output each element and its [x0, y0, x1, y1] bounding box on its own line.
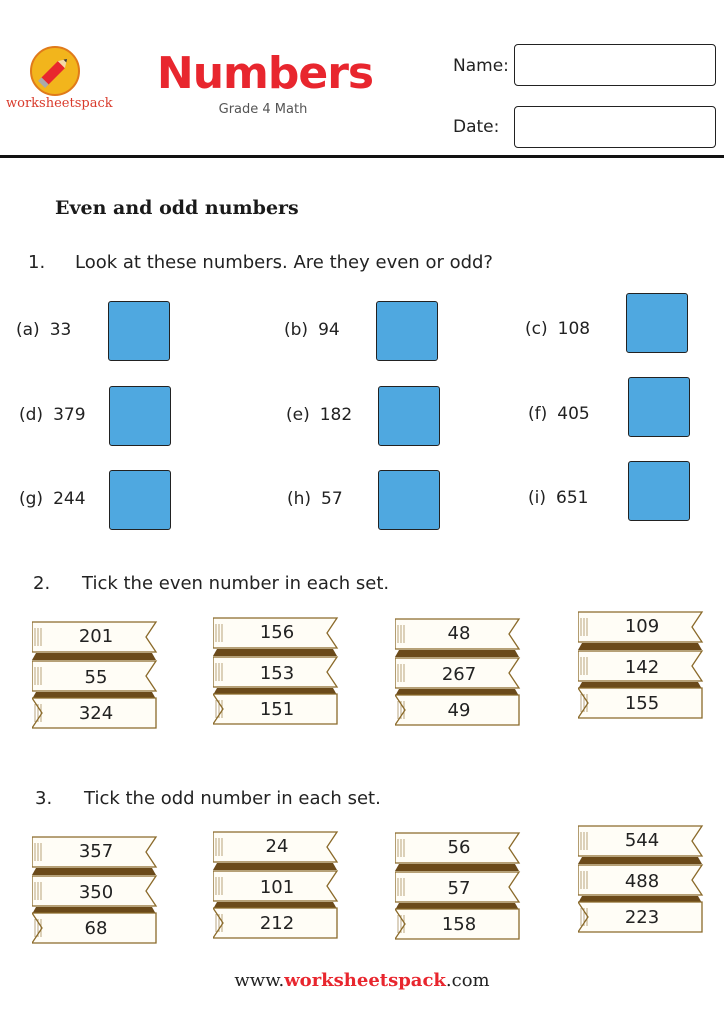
- answer-box-g[interactable]: [109, 470, 171, 530]
- q1-item-a: [16, 320, 71, 340]
- question-3-text: Tick the odd number in each set.: [84, 788, 381, 809]
- q1-item-h: [287, 489, 343, 509]
- answer-box-b[interactable]: [376, 301, 438, 361]
- ribbon-option[interactable]: 57: [447, 878, 471, 899]
- answer-box-d[interactable]: [109, 386, 171, 446]
- ribbon-set: [578, 822, 708, 942]
- q1-item-label: (d): [19, 405, 44, 425]
- ribbon-option[interactable]: 109: [624, 616, 660, 637]
- footer-url[interactable]: [0, 970, 724, 991]
- q1-item-f: [528, 404, 590, 424]
- ribbon-option[interactable]: 324: [78, 703, 114, 724]
- q1-item-label: (a): [16, 320, 40, 340]
- q1-item-c: [525, 319, 590, 339]
- q1-item-label: (b): [284, 320, 309, 340]
- question-3-number: 3.: [35, 788, 53, 809]
- q1-item-d: [19, 405, 86, 425]
- page-title: Numbers: [156, 48, 374, 99]
- q1-item-label: (e): [286, 405, 310, 425]
- answer-box-i[interactable]: [628, 461, 690, 521]
- ribbon-option[interactable]: 156: [259, 622, 295, 643]
- ribbon-option[interactable]: 201: [78, 626, 114, 647]
- q1-item-value: 379: [53, 405, 86, 425]
- q1-item-value: 94: [318, 320, 340, 340]
- answer-box-f[interactable]: [628, 377, 690, 437]
- ribbon-set: [213, 828, 343, 948]
- page-subtitle: Grade 4 Math: [218, 102, 308, 117]
- section-heading: Even and odd numbers: [55, 197, 299, 219]
- name-field[interactable]: [514, 44, 716, 86]
- ribbon-option[interactable]: 55: [84, 667, 108, 688]
- q1-item-value: 651: [556, 488, 589, 508]
- q1-item-label: (h): [287, 489, 312, 509]
- ribbon-option[interactable]: 68: [84, 918, 108, 939]
- answer-box-h[interactable]: [378, 470, 440, 530]
- q1-item-i: [528, 488, 588, 508]
- ribbon-set: [395, 615, 525, 735]
- ribbon-option[interactable]: 142: [624, 657, 660, 678]
- date-field[interactable]: [514, 106, 716, 148]
- ribbon-set: [32, 618, 162, 738]
- ribbon-option[interactable]: 49: [447, 700, 471, 721]
- q1-item-label: (f): [528, 404, 548, 424]
- q1-item-value: 405: [557, 404, 590, 424]
- ribbon-option[interactable]: 488: [624, 871, 660, 892]
- ribbon-set: [213, 614, 343, 734]
- question-1-number: 1.: [28, 252, 46, 273]
- q1-item-value: 57: [321, 489, 343, 509]
- ribbon-set: [32, 833, 162, 953]
- ribbon-set: [395, 829, 525, 949]
- q1-item-e: [286, 405, 352, 425]
- answer-box-c[interactable]: [626, 293, 688, 353]
- answer-box-a[interactable]: [108, 301, 170, 361]
- q1-item-value: 33: [49, 320, 72, 340]
- ribbon-option[interactable]: 151: [259, 699, 295, 720]
- logo-icon: [30, 46, 80, 96]
- ribbon-option[interactable]: 544: [624, 830, 660, 851]
- q1-item-value: 182: [319, 405, 353, 425]
- question-2-number: 2.: [33, 573, 51, 594]
- ribbon-option[interactable]: 212: [259, 913, 295, 934]
- ribbon-option[interactable]: 101: [259, 877, 295, 898]
- footer-brand: worksheetspack: [284, 970, 446, 991]
- question-1-text: Look at these numbers. Are they even or odd?: [75, 252, 493, 273]
- q1-item-label: (c): [525, 319, 548, 339]
- footer-suffix: .com: [445, 970, 490, 991]
- ribbon-option[interactable]: 155: [624, 693, 660, 714]
- q1-item-value: 244: [53, 489, 86, 509]
- q1-item-g: [19, 489, 86, 509]
- q1-item-label: (i): [528, 488, 546, 508]
- name-label: Name:: [453, 56, 509, 76]
- ribbon-option[interactable]: 267: [441, 664, 477, 685]
- question-2-text: Tick the even number in each set.: [82, 573, 390, 594]
- ribbon-option[interactable]: 48: [447, 623, 471, 644]
- q1-item-label: (g): [19, 489, 44, 509]
- ribbon-option[interactable]: 158: [441, 914, 477, 935]
- q1-item-value: 108: [557, 319, 591, 339]
- ribbon-option[interactable]: 24: [265, 836, 289, 857]
- ribbon-option[interactable]: 56: [447, 837, 471, 858]
- footer-prefix: www.: [234, 970, 285, 991]
- header-divider: [0, 155, 724, 158]
- q1-item-b: [284, 320, 340, 340]
- ribbon-option[interactable]: 153: [259, 663, 295, 684]
- ribbon-option[interactable]: 357: [78, 841, 114, 862]
- ribbon-option[interactable]: 223: [624, 907, 660, 928]
- brand-logo-text: worksheetspack: [6, 96, 113, 111]
- ribbon-option[interactable]: 350: [78, 882, 114, 903]
- date-label: Date:: [453, 117, 500, 137]
- answer-box-e[interactable]: [378, 386, 440, 446]
- ribbon-set: [578, 608, 708, 728]
